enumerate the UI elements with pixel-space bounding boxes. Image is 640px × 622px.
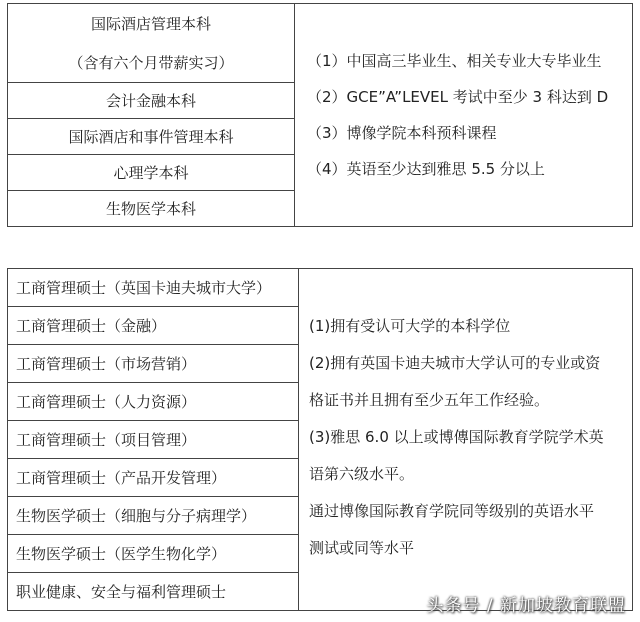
requirements-cell [295,4,633,227]
requirements-cell [299,269,633,611]
requirement-line: （4）英语至少达到雅思 5.5 分以上 [307,160,545,178]
program-cell: 工商管理硕士（项目管理） [8,421,299,459]
watermark: 头条号 / 新加坡教育联盟 [426,596,626,616]
program-cell: 工商管理硕士（人力资源） [8,383,299,421]
requirement-line: （2）GCE”A”LEVEL 考试中至少 3 科达到 D [307,88,609,106]
program-cell: 职业健康、安全与福利管理硕士 [8,573,299,611]
undergraduate-table [7,3,633,227]
program-cell: 国际酒店和事件管理本科 [8,119,295,155]
program-cell: （含有六个月带薪实习） [8,42,295,83]
program-cell: 会计金融本科 [8,83,295,119]
requirement-line: （1）中国高三毕业生、相关专业大专毕业生 [307,52,602,70]
requirement-line: (1)拥有受认可大学的本科学位 [309,317,511,335]
requirement-line: 语第六级水平。 [309,465,415,483]
requirement-line: 通过博像国际教育学院同等级别的英语水平 [309,502,595,520]
program-cell: 工商管理硕士（产品开发管理） [8,459,299,497]
program-cell: 工商管理硕士（金融） [8,307,299,345]
program-cell: 生物医学硕士（细胞与分子病理学） [8,497,299,535]
program-cell: 生物医学硕士（医学生物化学） [8,535,299,573]
program-cell: 工商管理硕士（市场营销） [8,345,299,383]
program-cell: 工商管理硕士（英国卡迪夫城市大学） [8,269,299,307]
requirement-line: 测试或同等水平 [309,539,415,557]
postgraduate-table [7,268,633,611]
requirement-line: （3）博像学院本科预科课程 [307,124,497,142]
requirement-line: (3)雅思 6.0 以上或博傳国际教育学院学术英 [309,428,604,446]
program-cell: 国际酒店管理本科 [8,4,295,43]
program-cell: 生物医学本科 [8,191,295,227]
requirement-line: 格证书并且拥有至少五年工作经验。 [309,391,550,409]
program-cell: 心理学本科 [8,155,295,191]
requirement-line: (2)拥有英国卡迪夫城市大学认可的专业或资 [309,354,601,372]
